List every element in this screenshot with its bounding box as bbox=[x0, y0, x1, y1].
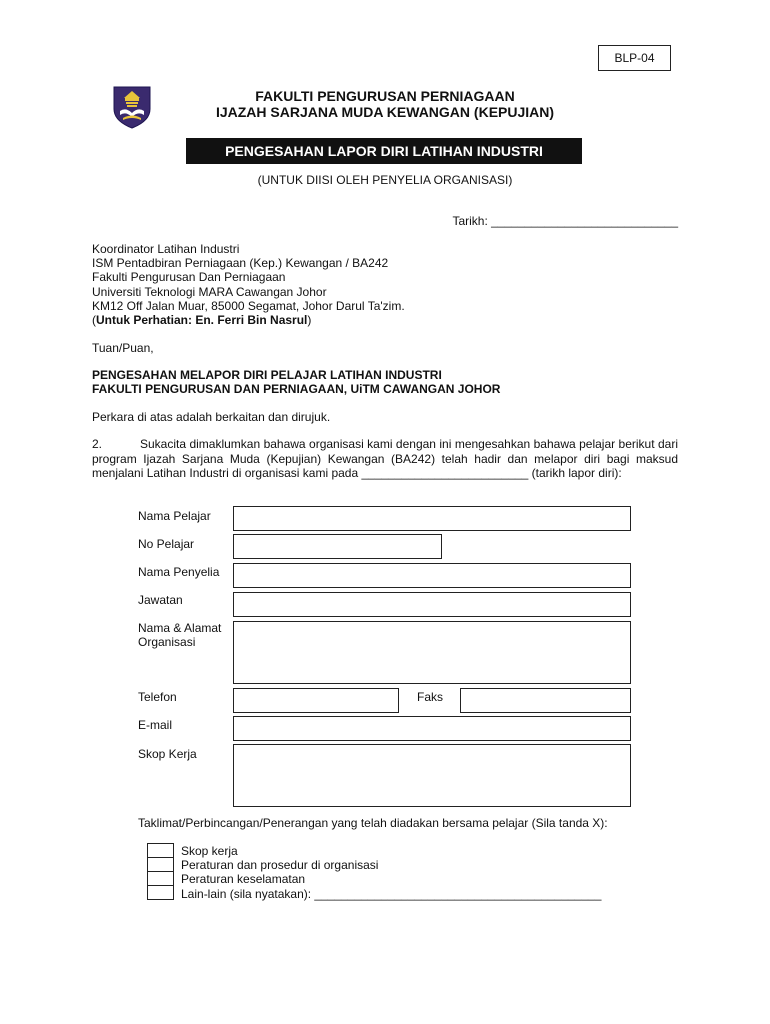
label-skop-kerja: Skop Kerja bbox=[138, 747, 197, 761]
form-title: PENGESAHAN LAPOR DIRI LATIHAN INDUSTRI bbox=[225, 143, 543, 159]
telefon-field[interactable] bbox=[233, 688, 399, 713]
address-line: ISM Pentadbiran Perniagaan (Kep.) Kewangan / BA242 bbox=[92, 256, 389, 271]
checkbox-skop-kerja[interactable] bbox=[147, 843, 174, 858]
attention-line bbox=[92, 313, 405, 327]
recipient-address bbox=[92, 242, 405, 327]
no-pelajar-field[interactable] bbox=[233, 534, 442, 559]
form-subtitle: (UNTUK DIISI OLEH PENYELIA ORGANISASI) bbox=[257, 173, 513, 187]
salutation: Tuan/Puan, bbox=[92, 341, 154, 355]
email-field[interactable] bbox=[233, 716, 631, 741]
checkbox-peraturan-keselamatan[interactable] bbox=[147, 871, 174, 886]
briefing-prompt: Taklimat/Perbincangan/Penerangan yang telah diadakan bersama pelajar (Sila tanda X): bbox=[138, 816, 608, 830]
checkbox-lain-lain[interactable] bbox=[147, 885, 174, 900]
subject-line-1: PENGESAHAN MELAPOR DIRI PELAJAR LATIHAN INDUSTRI bbox=[92, 368, 442, 382]
paragraph-2-text: Sukacita dimaklumkan bahawa organisasi kami dengan ini mengesahkan bahawa pelajar berikut dari program Ijazah Sarjana Muda (Kepujian) Kewangan (BA242) telah hadir dan melapor diri bagi maksud menjalani Latihan Industri di organisasi kami pada _________________________ (tarikh lapor diri): bbox=[92, 437, 678, 480]
label-nama-alamat-line1: Nama & Alamat bbox=[138, 621, 222, 635]
paragraph-2 bbox=[92, 437, 678, 481]
subject-line-2: FAKULTI PENGURUSAN DAN PERNIAGAAN, UiTM CAWANGAN JOHOR bbox=[92, 382, 501, 396]
label-nama-alamat-line2: Organisasi bbox=[138, 635, 196, 649]
label-email: E-mail bbox=[138, 718, 173, 732]
paragraph-number: 2. bbox=[92, 437, 103, 451]
faks-field[interactable] bbox=[460, 688, 631, 713]
attention-text: Untuk Perhatian: En. Ferri Bin Nasrul bbox=[96, 313, 308, 328]
option-skop-kerja: Skop kerja bbox=[181, 844, 238, 858]
form-title-banner bbox=[186, 138, 582, 164]
label-telefon: Telefon bbox=[138, 690, 177, 704]
date-line[interactable]: Tarikh: ____________________________ bbox=[452, 214, 678, 228]
label-nama-penyelia: Nama Penyelia bbox=[138, 565, 220, 579]
attention-open: ( bbox=[92, 313, 96, 328]
address-line: Universiti Teknologi MARA Cawangan Johor bbox=[92, 284, 327, 299]
nama-pelajar-field[interactable] bbox=[233, 506, 631, 531]
address-line: KM12 Off Jalan Muar, 85000 Segamat, Johor Darul Ta'zim. bbox=[92, 298, 405, 313]
form-code: BLP-04 bbox=[614, 51, 655, 65]
label-nama-pelajar: Nama Pelajar bbox=[138, 509, 211, 523]
label-faks: Faks bbox=[417, 690, 444, 704]
nama-alamat-organisasi-field[interactable] bbox=[233, 621, 631, 684]
label-jawatan: Jawatan bbox=[138, 593, 183, 607]
nama-penyelia-field[interactable] bbox=[233, 563, 631, 588]
skop-kerja-field[interactable] bbox=[233, 744, 631, 807]
jawatan-field[interactable] bbox=[233, 592, 631, 617]
attention-close: ) bbox=[307, 313, 312, 328]
address-line: Koordinator Latihan Industri bbox=[92, 242, 240, 256]
label-nama-alamat bbox=[138, 621, 221, 649]
option-peraturan-keselamatan: Peraturan keselamatan bbox=[181, 872, 306, 886]
programme-heading: IJAZAH SARJANA MUDA KEWANGAN (KEPUJIAN) bbox=[215, 104, 555, 120]
faculty-heading: FAKULTI PENGURUSAN PERNIAGAAN bbox=[255, 88, 515, 104]
option-lain-lain: Lain-lain (sila nyatakan): ___________________________________________ bbox=[181, 887, 602, 901]
label-no-pelajar: No Pelajar bbox=[138, 537, 195, 551]
reference-sentence: Perkara di atas adalah berkaitan dan dirujuk. bbox=[92, 410, 331, 424]
option-peraturan-prosedur: Peraturan dan prosedur di organisasi bbox=[181, 858, 379, 872]
address-line: Fakulti Pengurusan Dan Perniagaan bbox=[92, 270, 286, 285]
checkbox-peraturan-prosedur[interactable] bbox=[147, 857, 174, 872]
form-code-box bbox=[598, 45, 671, 71]
